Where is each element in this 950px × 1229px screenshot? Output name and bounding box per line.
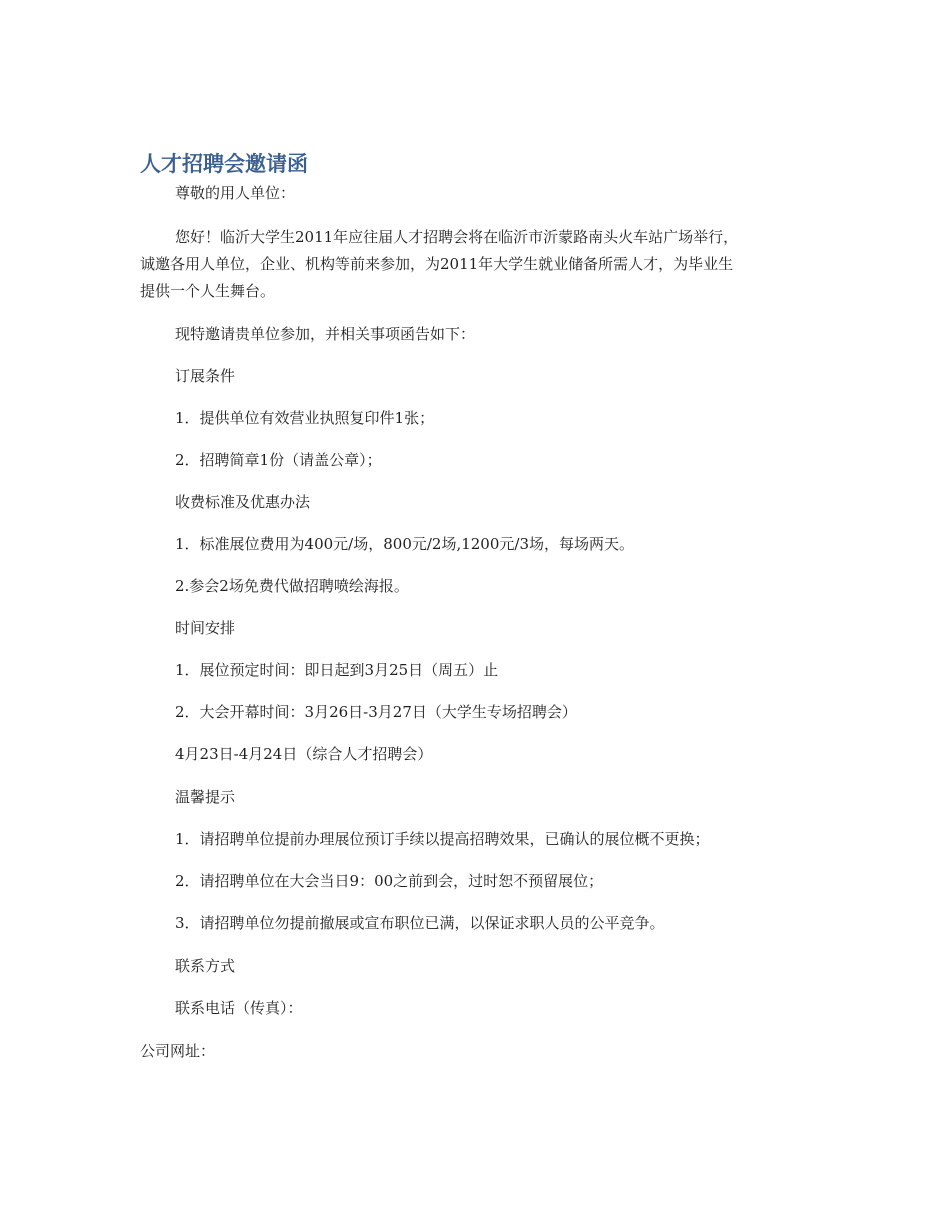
invite-text: 现特邀请贵单位参加，并相关事项函告如下：: [175, 325, 476, 343]
fee-item-1: 1．标准展位费用为400元/场，800元/2场,1200元/3场，每场两天。: [175, 535, 634, 553]
schedule-item-1: 1．展位预定时间：即日起到3月25日（周五）止: [175, 661, 499, 679]
conditions-heading: 订展条件: [175, 367, 236, 385]
document-title: 人才招聘会邀请函: [140, 152, 308, 176]
tip-item-3: 3．请招聘单位勿提前撤展或宣布职位已满，以保证求职人员的公平竞争。: [175, 914, 665, 932]
condition-item-1: 1．提供单位有效营业执照复印件1张；: [175, 409, 435, 427]
fees-heading: 收费标准及优惠办法: [175, 493, 311, 511]
tip-item-2: 2．请招聘单位在大会当日9：00之前到会，过时恕不预留展位；: [175, 872, 604, 890]
contact-website: 公司网址：: [140, 1042, 216, 1060]
intro-line-2: 诚邀各用人单位，企业、机构等前来参加，为2011年大学生就业储备所需人才，为毕业生: [140, 255, 734, 273]
contact-heading: 联系方式: [175, 957, 236, 975]
schedule-item-3: 4月23日-4月24日（综合人才招聘会）: [175, 745, 433, 763]
schedule-item-2: 2．大会开幕时间：3月26日-3月27日（大学生专场招聘会）: [175, 703, 577, 721]
intro-line-3: 提供一个人生舞台。: [140, 282, 276, 300]
schedule-heading: 时间安排: [175, 619, 236, 637]
intro-line-1: 您好！临沂大学生2011年应往届人才招聘会将在临沂市沂蒙路南头火车站广场举行，: [175, 228, 739, 246]
salutation: 尊敬的用人单位：: [175, 184, 296, 202]
condition-item-2: 2．招聘简章1份（请盖公章）；: [175, 451, 382, 469]
fee-item-2: 2.参会2场免费代做招聘喷绘海报。: [175, 577, 409, 595]
tips-heading: 温馨提示: [175, 788, 236, 806]
contact-phone: 联系电话（传真）：: [175, 999, 303, 1017]
tip-item-1: 1．请招聘单位提前办理展位预订手续以提高招聘效果，已确认的展位概不更换；: [175, 830, 710, 848]
